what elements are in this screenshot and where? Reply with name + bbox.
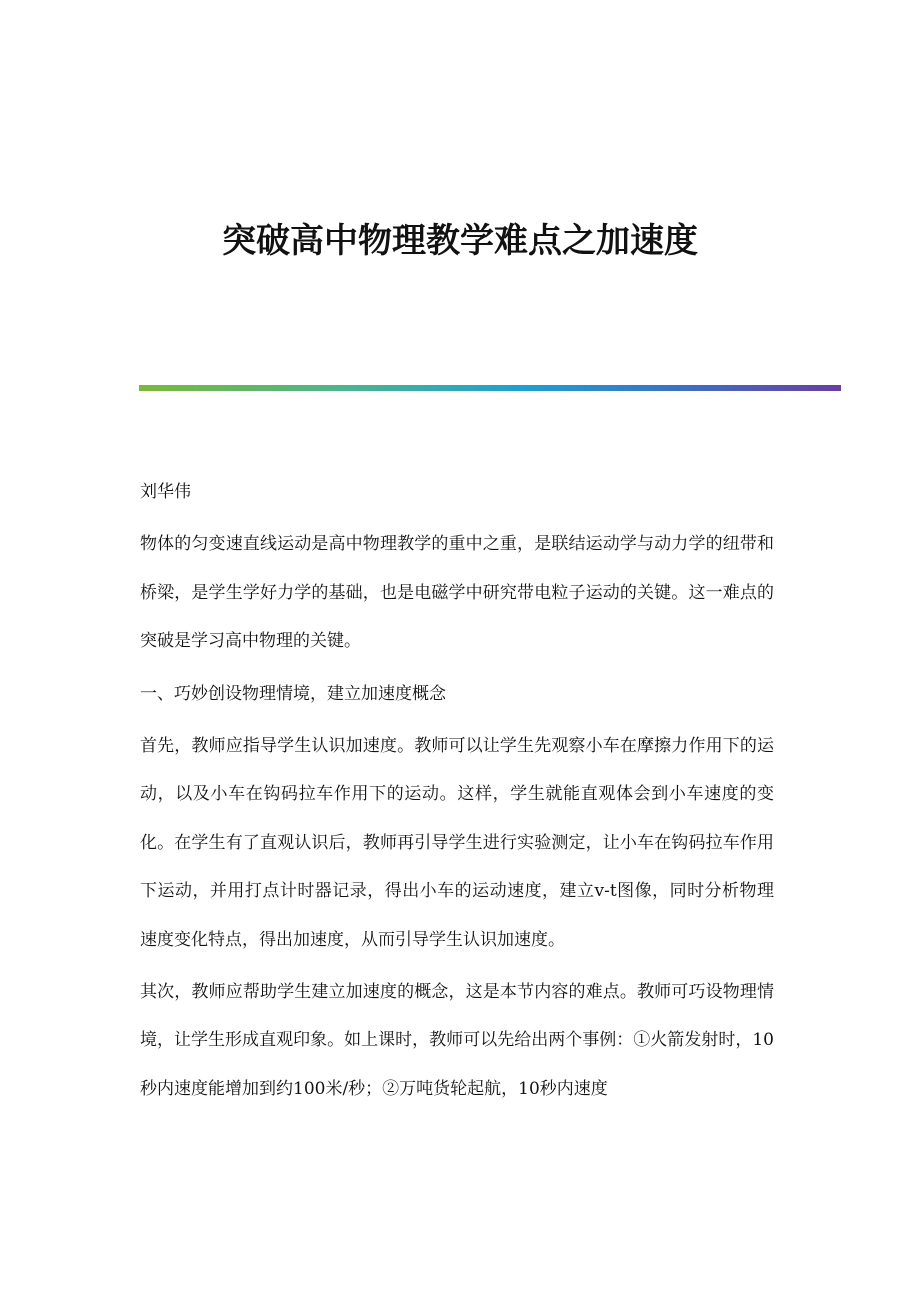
paragraph-second: 其次，教师应帮助学生建立加速度的概念，这是本节内容的难点。教师可巧设物理情境，让学生形成直观印象。如上课时，教师可以先给出两个事例：①火箭发射时，10秒内速度能增加到约100米/秒；②万吨货轮起航，10秒内速度	[140, 982, 774, 1099]
paragraph-intro: 物体的匀变速直线运动是高中物理教学的重中之重，是联结运动学与动力学的纽带和桥梁，是学生学好力学的基础，也是电磁学中研究带电粒子运动的关键。这一难点的突破是学习高中物理的关键。	[140, 534, 774, 652]
paragraph-first: 首先，教师应指导学生认识加速度。教师可以让学生先观察小车在摩擦力作用下的运动，以及小车在钩码拉车作用下的运动。这样，学生就能直观体会到小车速度的变化。在学生有了直观认识后，教师再引导学生进行实验测定，让小车在钩码拉车作用下运动，并用打点计时器记录，得出小车的运动速度，建立v-t图像，同时分析物理速度变化特点，得出加速度，从而引导学生认识加速度。	[140, 736, 774, 950]
title-divider	[139, 385, 841, 391]
document-body	[140, 468, 774, 1117]
section-heading: 一、巧妙创设物理情境，建立加速度概念	[140, 683, 446, 704]
page-title: 突破高中物理教学难点之加速度	[222, 221, 698, 261]
author-line: 刘华伟	[140, 482, 191, 502]
